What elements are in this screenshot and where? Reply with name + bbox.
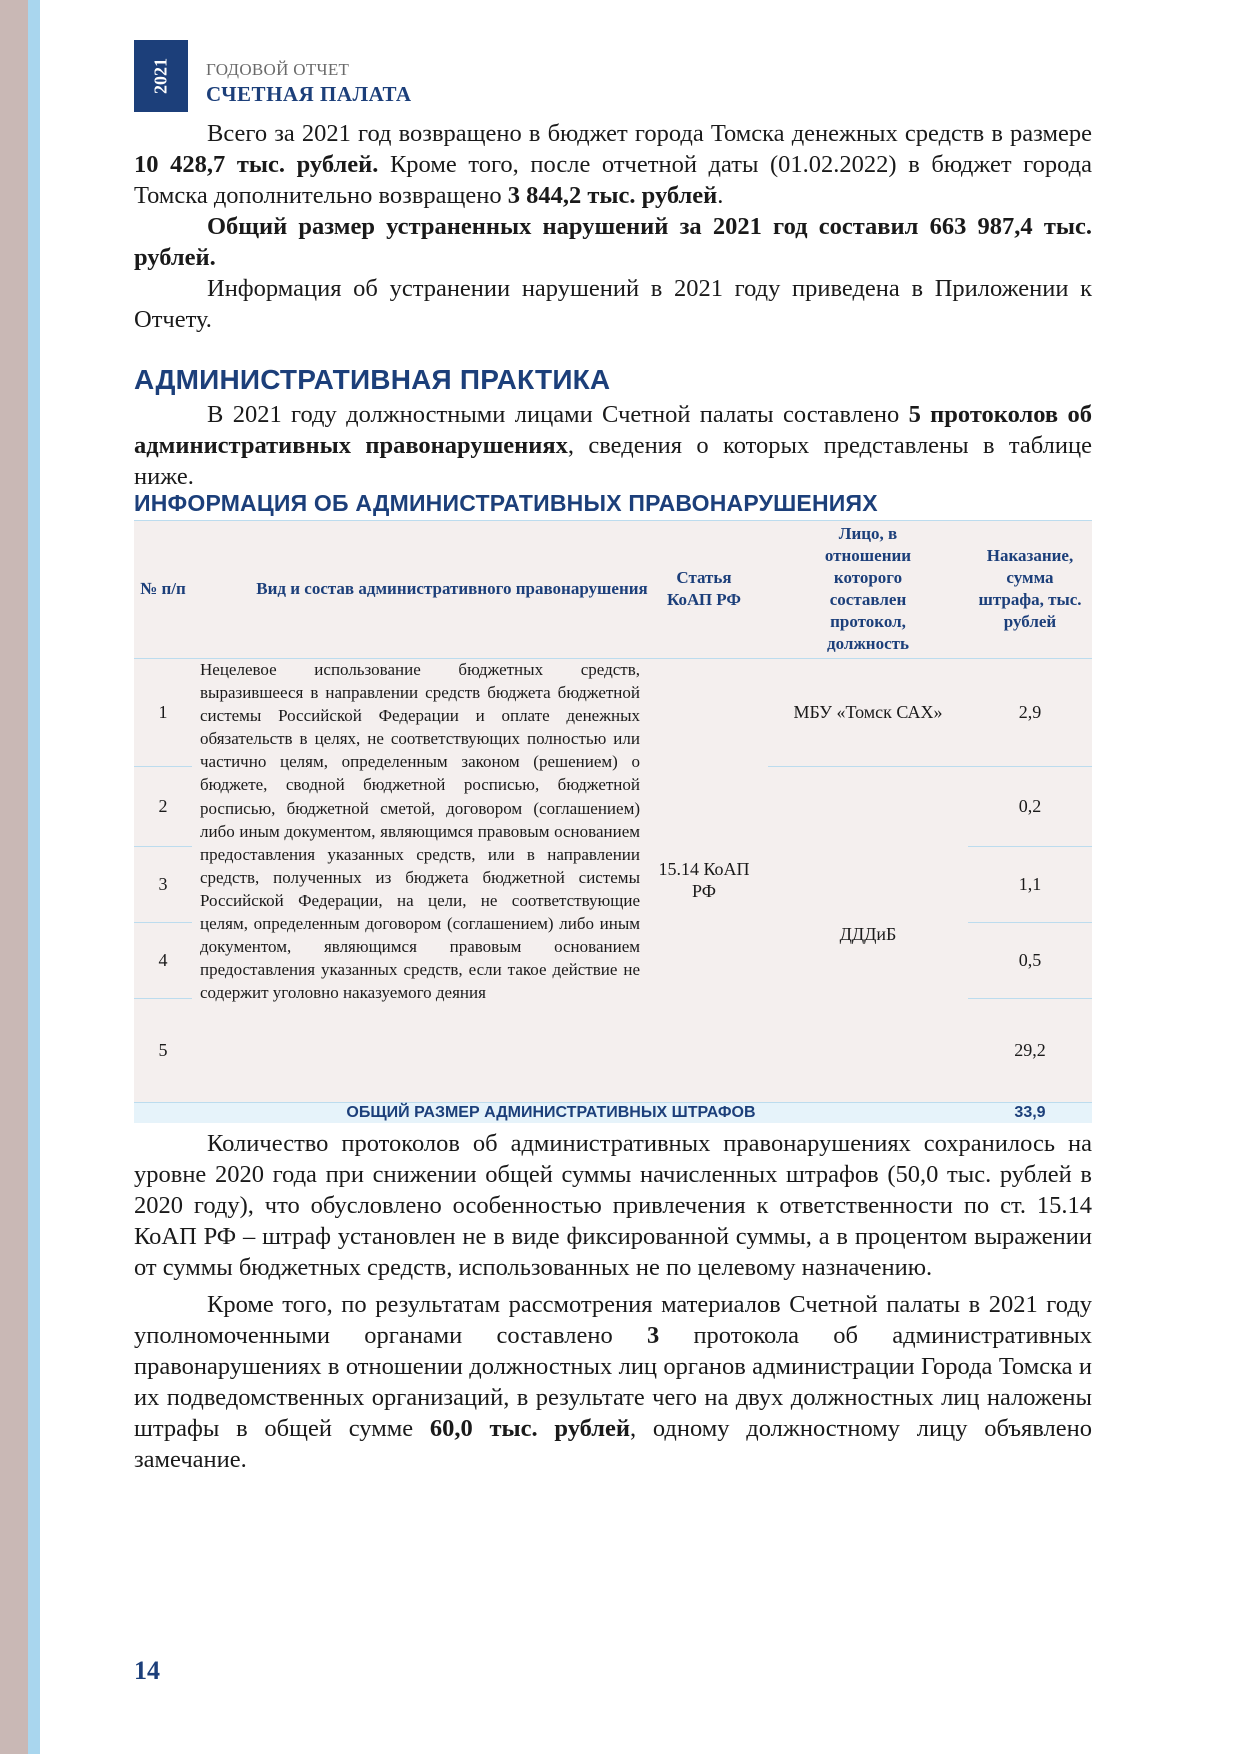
total-value: 33,9 (1014, 1103, 1046, 1121)
section-intro (134, 399, 1092, 492)
total-label: ОБЩИЙ РАЗМЕР АДМИНИСТРАТИВНЫХ ШТРАФОВ (346, 1103, 756, 1121)
person-cell-2: ДДДиБ (839, 924, 897, 944)
row-num: 1 (158, 702, 168, 722)
row-num: 5 (158, 1040, 168, 1060)
row-fine: 1,1 (1018, 874, 1042, 894)
header-person: Лицо, в отношении которого составлен протокол, должность (824, 524, 912, 653)
row-num: 3 (158, 874, 168, 894)
header-article: Статья КоАП РФ (666, 568, 741, 609)
header-num: № п/п (140, 579, 186, 598)
intro-paragraph-2: Общий размер устраненных нарушений за 2021 год составил 663 987,4 тыс. рублей. (134, 213, 1092, 271)
table-title: ИНФОРМАЦИЯ ОБ АДМИНИСТРАТИВНЫХ ПРАВОНАРУШЕНИЯХ (134, 490, 878, 516)
side-stripe-rose (0, 0, 28, 1754)
side-stripe-blue (28, 0, 40, 1754)
after-paragraph-1: Количество протоколов об административных правонарушениях сохранилось на уровне 2020 года при снижении общей суммы начисленных штрафов (50,0 тыс. рублей в 2020 году), что обусловлено особенностью привлечения к ответственности по ст. 15.14 КоАП РФ – штраф установлен не в виде фиксированной суммы, а в процентом выражении от суммы бюджетных средств, использованных не по целевому назначению. (134, 1130, 1092, 1281)
row-fine: 0,2 (1018, 796, 1042, 816)
after-paragraph-2: Кроме того, по результатам рассмотрения материалов Счетной палаты в 2021 году уполномоченными органами составлено 3 протокола об административных правонарушениях в отношении должностных лиц органов администрации Города Томска и их подведомственных организаций, в результате чего на двух должностных лиц наложены штрафы в общей сумме 60,0 тыс. рублей, одному должностному лицу объявлено замечание. (134, 1291, 1092, 1473)
header-fine: Наказание, сумма штрафа, тыс. рублей (978, 546, 1082, 631)
row-fine: 2,9 (1018, 702, 1042, 722)
year-badge (134, 40, 188, 112)
section-paragraph: В 2021 году должностными лицами Счетной палаты составлено 5 протоколов об административных правонарушениях, сведения о которых представлены в таблице ниже. (134, 401, 1092, 490)
row-fine: 29,2 (1014, 1040, 1046, 1060)
row-num: 4 (158, 950, 168, 970)
page-number: 14 (134, 1656, 160, 1685)
intro-paragraph-1: Всего за 2021 год возвращено в бюджет города Томска денежных средств в размере 10 428,7 тыс. рублей. Кроме того, после отчетной даты (01.02.2022) в бюджет города Томска дополнительно возвращено 3 844,2 тыс. рублей. (134, 120, 1092, 209)
section-title: АДМИНИСТРАТИВНАЯ ПРАКТИКА (134, 364, 611, 395)
offense-description: Нецелевое использование бюджетных средств, выразившееся в направлении средств бюджета бюджетной системы Российской Федерации и оплате денежных обязательств в целях, не соответствующих полностью или частично целям, определенным законом (решением) о бюджете, сводной бюджетной росписью, бюджетной росписью, бюджетной сметой, договором (соглашением) либо иным документом, являющимся правовым основанием предоставления указанных средств, или в направлении средств, полученных из бюджета бюджетной системы Российской Федерации, на цели, не соответствующие целям, определенным договором (соглашением) либо иным документом, являющимся правовым основанием предоставления указанных средств, если такое действие не содержит уголовно наказуемого деяния (200, 660, 640, 1003)
article-cell: 15.14 КоАП РФ (658, 859, 750, 901)
row-num: 2 (158, 796, 168, 816)
report-label: ГОДОВОЙ ОТЧЕТ (206, 60, 350, 79)
org-name: СЧЕТНАЯ ПАЛАТА (206, 82, 412, 106)
person-cell-1: МБУ «Томск САХ» (793, 702, 943, 722)
header-type: Вид и состав административного правонарушения (256, 579, 648, 598)
intro-paragraph-3: Информация об устранении нарушений в 2021 году приведена в Приложении к Отчету. (134, 275, 1092, 333)
intro-block (134, 118, 1092, 335)
after-table-block (134, 1128, 1092, 1475)
offenses-table (134, 520, 1092, 1123)
row-fine: 0,5 (1018, 950, 1042, 970)
year-badge-text: 2021 (150, 58, 171, 94)
